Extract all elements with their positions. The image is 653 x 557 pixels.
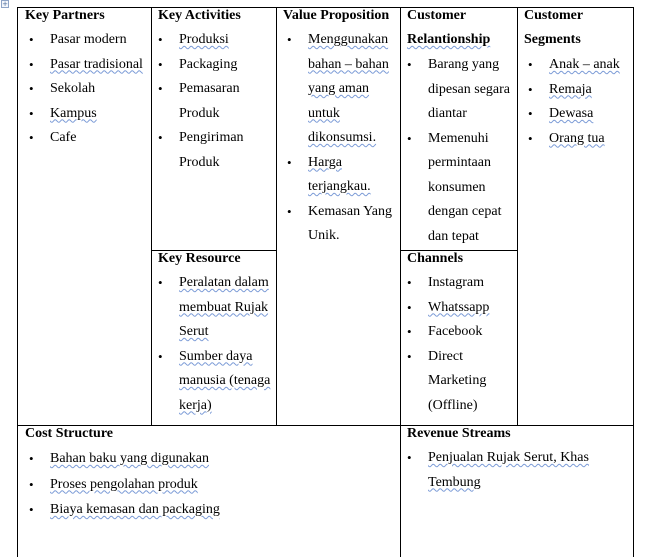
revenue-streams-cell [401,426,633,557]
value-proposition-title: Value Proposition [283,8,390,23]
list-item: • Whatssapp [403,296,517,321]
list-item: • Packaging [154,53,272,78]
customer-relationship-cell [401,8,517,250]
customer-relationship-title: Customer [407,8,467,23]
key-partners-list [25,28,151,151]
list-item: • Pemasaran Produk [154,77,272,126]
list-item: • Sekolah [25,77,151,102]
customer-segments-cell [518,8,633,425]
list-item: • Facebook [403,320,517,345]
cost-structure-list [25,446,395,523]
key-resource-title: Key Resource [158,251,241,266]
value-proposition-cell [277,8,400,425]
channels-cell [401,251,517,425]
customer-segments-title: Customer [524,8,584,23]
list-item: • Harga terjangkau. [283,151,400,200]
list-item: • Barang yang dipesan segara diantar [403,53,517,127]
list-item: • Direct Marketing (Offline) [403,345,517,419]
customer-relationship-title-line2: Relantionship [407,32,491,47]
key-activities-cell [152,8,276,250]
customer-relationship-list [403,53,517,249]
list-item: • Biaya kemasan dan packaging [25,497,395,523]
list-item: • Instagram [403,271,517,296]
list-item: • Kemasan Yang Unik. [283,200,400,249]
key-activities-list [154,28,272,175]
list-item: • Penjualan Rujak Serut, Khas Tembung [403,446,593,495]
list-item: • Pengiriman Produk [154,126,272,175]
key-resource-list [154,271,274,418]
list-item: • Memenuhi permintaan konsumen dengan cepat dan tepat [403,127,517,250]
list-item: • Menggunakan bahan – bahan yang aman untuk dikonsumsi. [283,28,400,151]
value-proposition-list [283,28,400,249]
cost-structure-title: Cost Structure [25,426,114,441]
table-border-right [633,7,634,557]
key-activities-title: Key Activities [158,8,241,23]
list-item: • Pasar modern [25,28,151,53]
table-move-handle-icon[interactable]: + [2,0,8,8]
channels-title: Channels [407,251,464,266]
list-item: • Bahan baku yang digunakan [25,446,395,472]
list-item: • Sumber daya manusia (tenaga kerja) [154,345,274,419]
list-item: • Produksi [154,28,272,53]
revenue-streams-list [403,446,593,495]
customer-segments-title-line2: Segments [524,32,581,47]
key-partners-title: Key Partners [25,8,105,23]
channels-list [403,271,517,418]
list-item: • Cafe [25,126,151,151]
revenue-streams-title: Revenue Streams [407,426,511,441]
list-item: • Anak – anak [524,53,633,78]
list-item: • Remaja [524,78,633,103]
key-resource-cell [152,251,276,425]
list-item: • Proses pengolahan produk [25,472,395,498]
list-item: • Peralatan dalam membuat Rujak Serut [154,271,274,345]
list-item: • Orang tua [524,127,633,152]
key-partners-cell [18,8,151,425]
list-item: • Pasar tradisional [25,53,151,78]
cost-structure-cell [18,426,400,557]
list-item: • Dewasa [524,102,633,127]
customer-segments-list [524,53,633,151]
list-item: • Kampus [25,102,151,127]
